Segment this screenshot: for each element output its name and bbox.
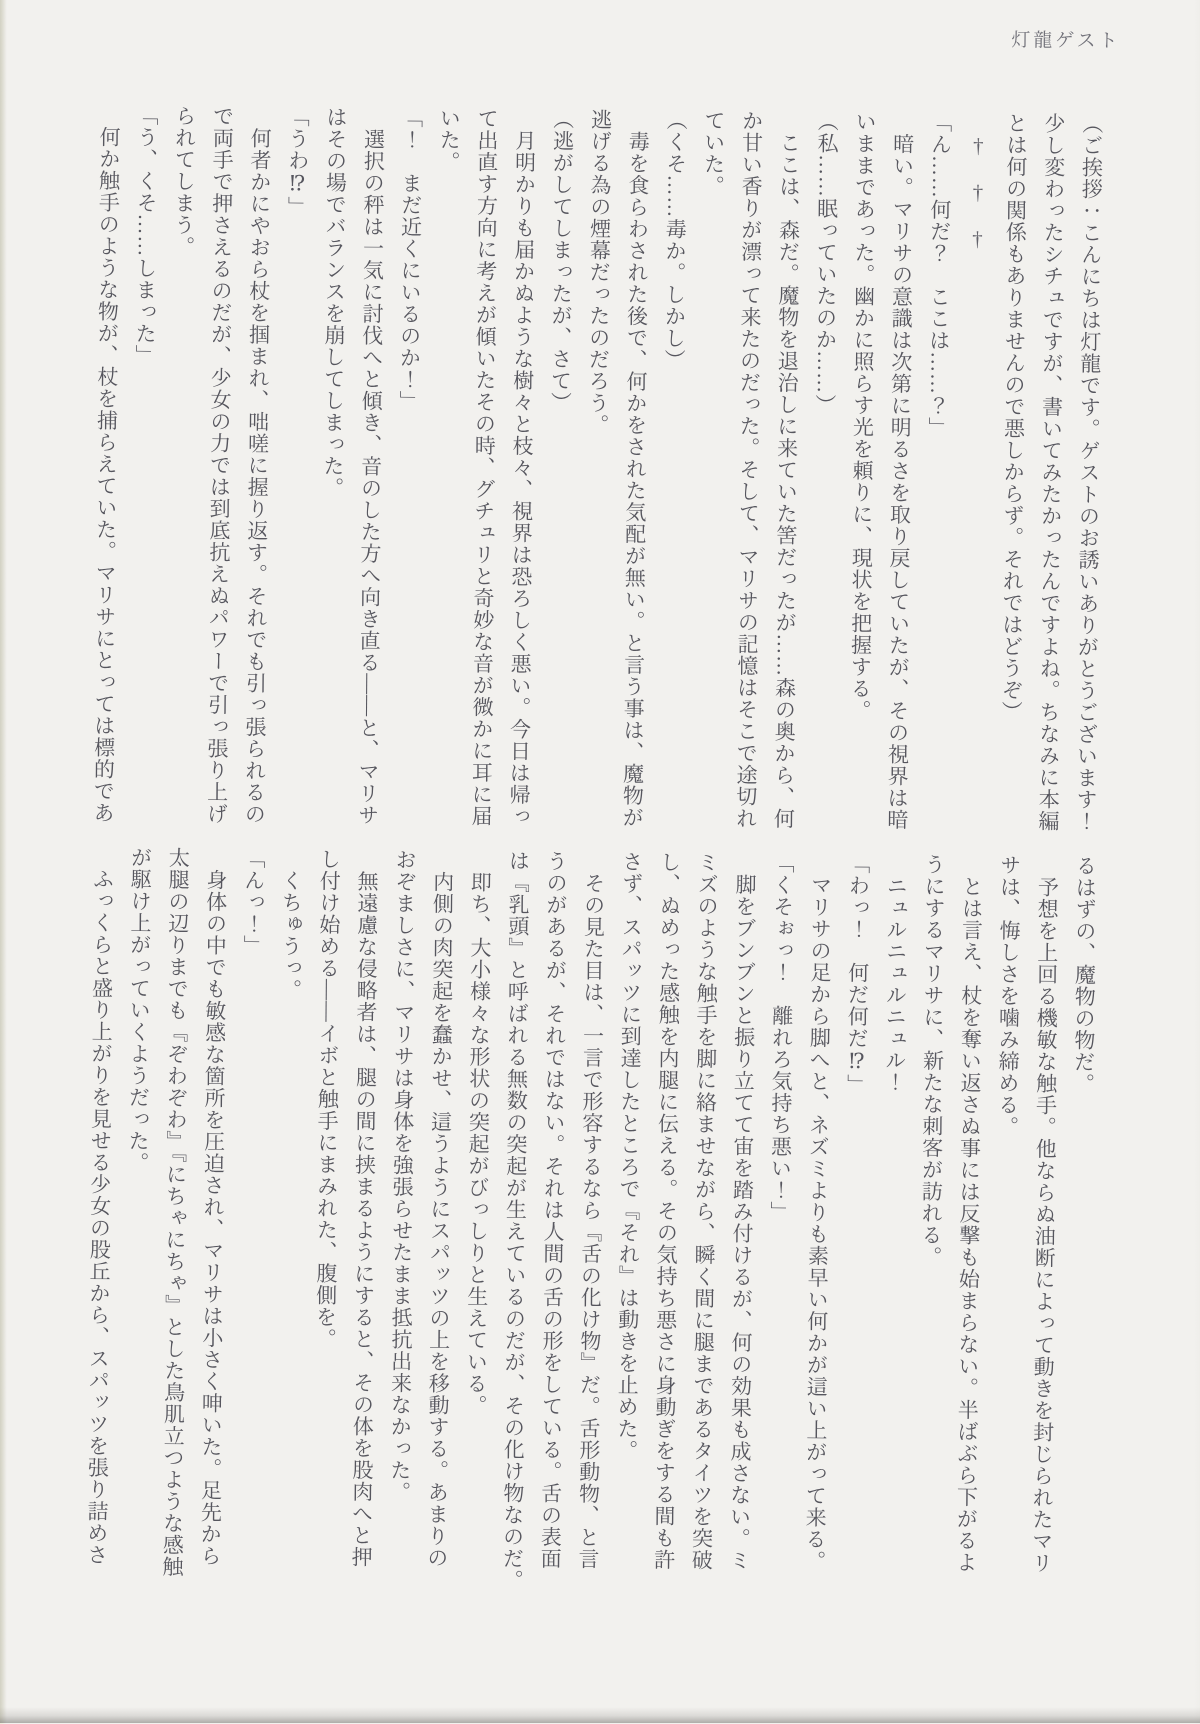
text-column: （ご挨拶：こんにちは灯龍です。ゲストのお誘いありがとうございます！ [1073,112,1104,833]
text-column: くちゅうっ。 [278,847,304,1001]
text-column: し、ぬめった感触を内腿に伝える。その気持ち悪さに身動ぎをする間も許 [651,851,682,1571]
text-column: マリサの足から脚へと、ネズミよりも素早い何かが這い上がって来る。 [802,852,833,1572]
text-column: その見た目は、一言で形容するなら『舌の化け物』だ。舌形動物、と言 [575,850,607,1571]
text-column: うにするマリサに、新たな刺客が訪れる。 [918,853,947,1268]
text-column: さず、スパッツに到達したところで『それ』は動きを止めた。 [614,850,644,1462]
text-column: るはずの、魔物の物だ。 [1071,854,1098,1095]
text-column: 何か触手のような物が、杖を捕らえていた。マリサにとっては標的であ [91,104,122,824]
text-column: ミズのような触手を脚に絡ませながら、瞬く間に腿まであるタイツを突破 [689,851,720,1571]
text-column: いた。 [436,107,462,173]
text-column: ていた。 [701,109,727,197]
text-column: いままであった。幽かに照らす光を頼りに、現状を把握する。 [847,110,878,722]
text-column: ここは、森だ。魔物を退治しに来ていた筈だったが……森の奥から、何 [771,110,802,830]
text-column: られてしまう。 [171,104,197,258]
scan-bottom-edge [0,1707,1200,1723]
story-text-block-bottom [76,846,1103,1607]
text-column: 予想を上回る機敏な触手。他ならぬ油断によって動きを封じられたマリ [1029,854,1060,1574]
text-column: 脚をブンブンと振り立てて宙を踏み付けるが、何の効果も成さない。ミ [727,851,758,1572]
text-column: 「う、くそ……しまった」 [132,104,160,367]
text-column: 無遠慮な侵略者は、腿の間に挟まるようにすると、その体を股肉へと押 [349,848,380,1569]
text-column: 内側の肉突起を蠢かせ、這うようにスパッツの上を移動する。あまりの [424,849,455,1569]
text-column: （くそ……毒か。しかし） [661,109,689,371]
text-column: 「ん……何だ？ ここは……？」 [925,111,953,439]
text-column: 即ち、大小様々な形状の突起がびっしりと生えている。 [463,849,493,1417]
text-column: とは言え、杖を奪い返さぬ事には反撃も始まらない。半ばぶら下がるよ [953,853,985,1574]
text-column: 「くそぉっ！ 離れろ気持ち悪い！」 [767,852,796,1223]
text-column: ニュルニュルニュル！ [882,853,909,1094]
text-column: 「うわ⁉」 [285,105,311,219]
text-column: 少し変わったシチュですが、書いてみたかったんですよね。ちなみに本編 [1035,112,1067,832]
text-column: は『乳頭』と呼ばれる無数の突起が生えているのだが、その化け物なのだ。 [500,849,531,1592]
text-column: て出直す方向に考えが傾いたその時、グチュリと奇妙な音が微かに耳に届 [468,107,500,828]
text-column: 月明かりも届かぬような樹々と枝々、視界は恐ろしく悪い。今日は帰っ [506,107,538,828]
text-column: 「わっ！ 何だ何だ⁉」 [844,852,871,1096]
text-column: 選択の秤は一気に討伐へと傾き、音のした方へ向き直る——と、マリサ [355,106,386,827]
text-column: が駆け上がっていくようだった。 [125,846,153,1174]
text-column: 暗い。マリサの意識は次第に明るさを取り戻していたが、その視界は暗 [884,111,915,831]
text-column: はその場でバランスを崩してしまった。 [320,106,349,499]
text-column: か甘い香りが漂って来たのだった。そして、マリサの記憶はそこで途切れ [733,109,764,830]
story-text-block-top [83,104,1110,865]
text-column: おぞましさに、マリサは身体を強張らせたまま抵抗出来なかった。 [387,848,418,1503]
text-column: サは、悔しさを噛み締める。 [995,854,1022,1138]
page-header-title: 灯龍ゲスト [1011,30,1121,53]
text-column: 何者かにやおら杖を掴まれ、咄嗟に握り返す。それでも引っ張られるの [242,105,273,826]
text-column: （私……眠っていたのか……） [812,110,840,416]
text-column: し付け始める——イボと触手にまみれた、腹側を。 [313,848,342,1350]
text-column: 身体の中でも敏感な箇所を圧迫され、マリサは小さく呻いた。足先から [197,847,229,1567]
text-column: 「！ まだ近くにいるのか！」 [396,106,424,413]
text-column: うのがあるが、それではない。それは人間の舌の形をしている。舌の表面 [538,850,569,1570]
text-column: （逃がしてしまったが、さて） [548,108,575,414]
text-column: 逃げる為の煙幕だったのだろう。 [585,108,613,436]
text-column: ふっくらと盛り上がりを見せる少女の股丘から、スパッツを張り詰めさ [84,846,115,1566]
text-column: とは何の関係もありませんので悪しからず。それではどうぞ） [999,112,1029,723]
text-column: 「んっ！」 [241,847,266,957]
text-column: で両手で押さえるのだが、少女の力では到底抗えぬパワーで引っ張り上げ [204,105,235,825]
text-column: 毒を食らわされた後で、何かをされた気配が無い。と言う事は、魔物が [620,108,651,829]
text-column: † † † [965,111,991,252]
text-column: 太腿の辺りまでも『ぞわぞわ』『にちゃにちゃ』とした鳥肌立つような感触 [160,846,191,1578]
